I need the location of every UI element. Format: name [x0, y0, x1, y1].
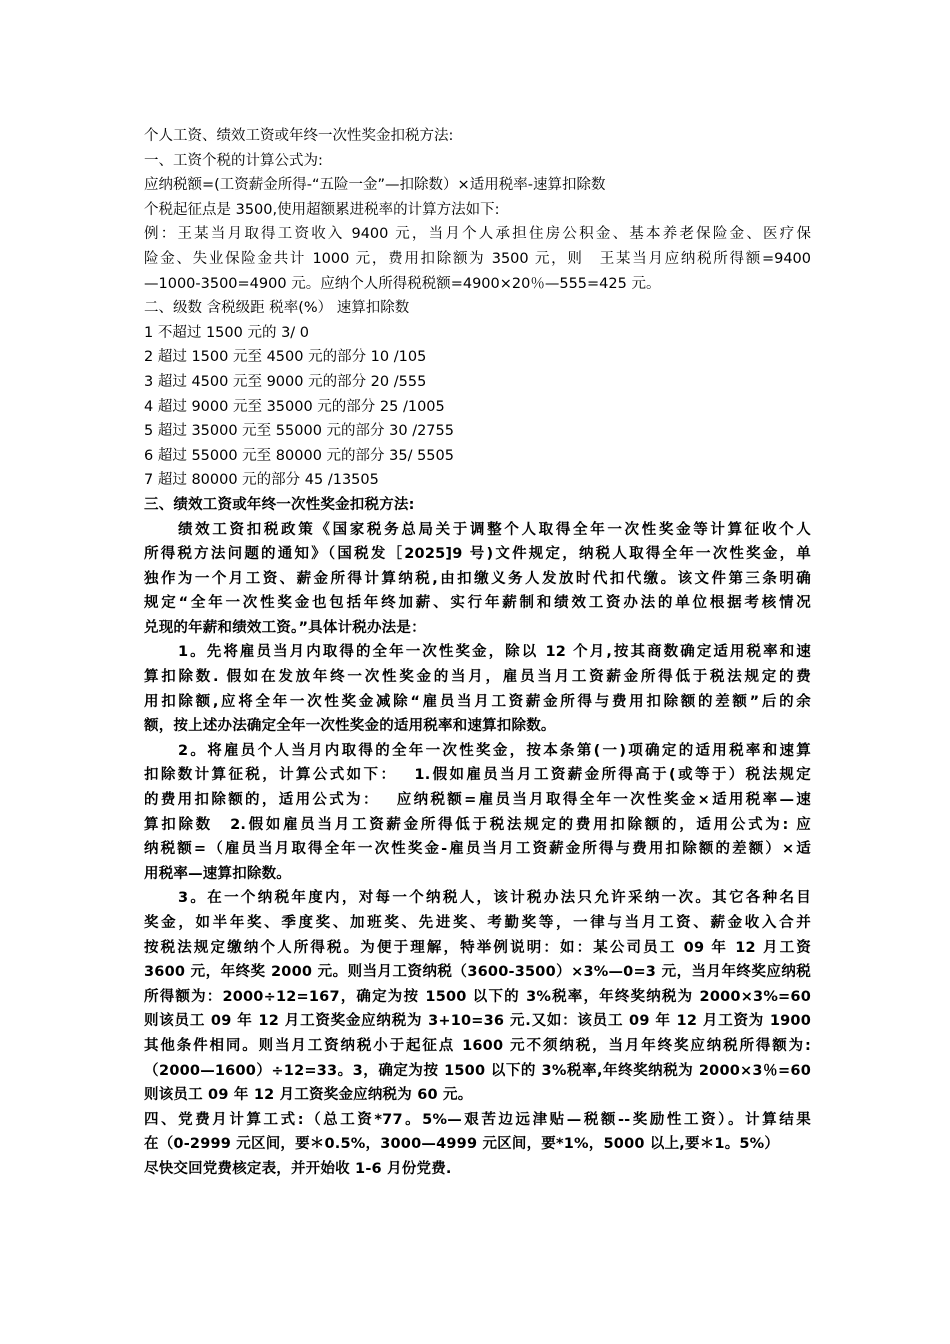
rule3-line: 奖金，如半年奖、季度奖、加班奖、先进奖、考勤奖等，一律与当月工资、薪金收入合并: [144, 915, 811, 931]
rule2-line: 用税率—速算扣除数。: [144, 865, 291, 882]
rule3-line: 所得额为：2000÷12=167，确定为按 1500 以下的 3%税率，年终奖纳税为 2000×3%=60: [144, 988, 811, 1005]
section3-heading: 三、绩效工资或年终一次性奖金扣税方法:: [144, 496, 415, 513]
policy-paragraph-line: 绩效工资扣税政策《国家税务总局关于调整个人取得全年一次性奖金等计算征收个人: [178, 521, 811, 538]
rule2-line: 算扣除数 2.假如雇员当月工资薪金所得低于税法规定的费用扣除额的，适用公式为: 应: [144, 816, 811, 833]
example-line: —1000-3500=4900 元。应纳个人所得税税额=4900×20％—555=425 元。: [144, 275, 661, 292]
document-title: 个人工资、绩效工资或年终一次性奖金扣税方法:: [144, 128, 454, 144]
tax-bracket-row: 2 超过 1500 元至 4500 元的部分 10 /105: [144, 349, 427, 366]
policy-paragraph-line: 兑现的年薪和绩效工资。”具体计税办法是：: [144, 619, 426, 636]
rule2-line: 扣除数计算征税，计算公式如下： 1.假如雇员当月工资薪金所得高于(或等于）税法规定: [144, 767, 811, 784]
rule1-line: 额，按上述办法确定全年一次性奖金的适用税率和速算扣除数。: [144, 718, 556, 735]
tax-bracket-row: 7 超过 80000 元的部分 45 /13505: [144, 472, 379, 489]
example-line: 险金、失业保险金共计 1000 元，费用扣除额为 3500 元，则 王某当月应纳税所得额=9400: [144, 250, 811, 267]
tax-bracket-row: 3 超过 4500 元至 9000 元的部分 20 /555: [144, 373, 427, 390]
policy-paragraph-line: 独作为一个月工资、薪金所得计算纳税,由扣缴义务人发放时代扣代缴。该文件第三条明确: [144, 570, 811, 587]
section2-heading: 二、级数 含税级距 税率(%） 速算扣除数: [144, 300, 410, 317]
rule3-line: 3。在一个纳税年度内，对每一个纳税人，该计税办法只允许采纳一次。其它各种名目: [178, 890, 811, 907]
section4-line: 在（0-2999 元区间，要＊0.5%，3000—4999 元区间，要*1%，5000 以上,要＊1。5%）: [144, 1136, 780, 1153]
rule3-line: 则该员工 09 年 12 月工资奖金应纳税为 3+10=36 元.又如：该员工 09 年 12 月工资为 1900: [144, 1013, 811, 1030]
policy-paragraph-line: 所得税方法问题的通知》（国税发［2025]9 号)文件规定，纳税人取得全年一次性奖金，单: [144, 546, 811, 563]
rule3-line: 3600 元，年终奖 2000 元。则当月工资纳税（3600-3500）×3%—0=3 元，当月年终奖应纳税: [144, 964, 811, 981]
rule3-line: 按税法规定缴纳个人所得税。为便于理解，特举例说明：如：某公司员工 09 年 12 月工资: [144, 939, 811, 956]
tax-bracket-row: 6 超过 55000 元至 80000 元的部分 35/ 5505: [144, 447, 454, 464]
section4-line: 四、党费月计算工式:（总工资*77。5%—艰苦边远津贴—税额--奖励性工资）。计算结果: [144, 1111, 811, 1128]
example-line: 例：王某当月取得工资收入 9400 元，当月个人承担住房公积金、基本养老保险金、医疗保: [144, 226, 811, 243]
rule3-line: 其他条件相同。则当月工资纳税小于起征点 1600 元不须纳税，当月年终奖应纳税所得额为:: [144, 1037, 811, 1054]
document-body: [144, 124, 811, 1182]
tax-bracket-row: 5 超过 35000 元至 55000 元的部分 30 /2755: [144, 423, 454, 440]
policy-paragraph-line: 规定“全年一次性奖金也包括年终加薪、实行年薪制和绩效工资办法的单位根据考核情况: [144, 595, 811, 612]
section1-heading: 一、工资个税的计算公式为:: [144, 152, 323, 169]
tax-bracket-row: 1 不超过 1500 元的 3/ 0: [144, 324, 310, 341]
tax-formula: 应纳税额=(工资薪金所得-“五险一金”—扣除数）×适用税率-速算扣除数: [144, 177, 606, 194]
rule1-line: 1。先将雇员当月内取得的全年一次性奖金，除以 12 个月,按其商数确定适用税率和速: [178, 644, 811, 661]
section4-line: 尽快交回党费核定表，并开始收 1-6 月份党费.: [144, 1160, 452, 1177]
rule2-line: 的费用扣除额的，适用公式为： 应纳税额=雇员当月取得全年一次性奖金×适用税率—速: [144, 792, 811, 809]
rule2-line: 纳税额=（雇员当月取得全年一次性奖金-雇员当月工资薪金所得与费用扣除额的差额）×适: [144, 841, 811, 858]
rule1-line: 算扣除数. 假如在发放年终一次性奖金的当月，雇员当月工资薪金所得低于税法规定的费: [144, 669, 811, 686]
rule2-line: 2。将雇员个人当月内取得的全年一次性奖金，按本条第(一)项确定的适用税率和速算: [178, 742, 811, 759]
rule1-line: 用扣除额,应将全年一次性奖金减除“雇员当月工资薪金所得与费用扣除额的差额”后的余: [144, 693, 811, 710]
rule3-line: 则该员工 09 年 12 月工资奖金应纳税为 60 元。: [144, 1087, 473, 1104]
tax-bracket-row: 4 超过 9000 元至 35000 元的部分 25 /1005: [144, 398, 445, 415]
tax-threshold: 个税起征点是 3500,使用超额累进税率的计算方法如下:: [144, 201, 500, 218]
rule3-line: （2000—1600）÷12=33。3，确定为按 1500 以下的 3%税率,年终奖纳税为 2000×3％=60: [144, 1062, 811, 1079]
